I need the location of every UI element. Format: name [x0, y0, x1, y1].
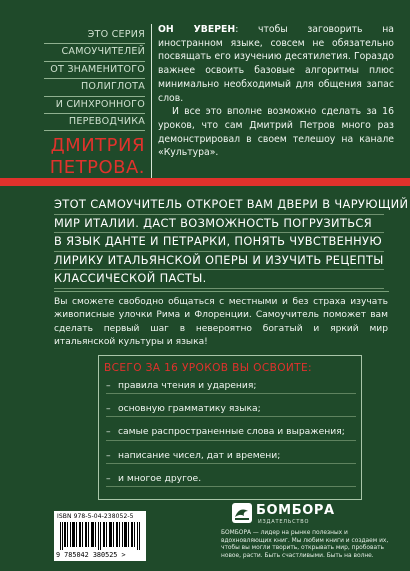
intro-paragraph-1 — [158, 23, 394, 105]
learn-box-title: ВСЕГО ЗА 16 УРОКОВ ВЫ ОСВОИТЕ: — [104, 362, 312, 374]
series-line: ЭТО СЕРИЯ — [44, 27, 145, 44]
headline-line: МИР ИТАЛИИ. ДАСТ ВОЗМОЖНОСТЬ ПОГРУЗИТЬСЯ — [54, 215, 384, 234]
author-line: ПЕТРОВА. — [49, 157, 145, 179]
vertical-divider — [151, 24, 152, 178]
intro-paragraph-2: И все это вполне возможно сделать за 16 уроков, что сам Дмитрий Петров много раз демонстрировал в своем телешоу на канале «Культура». — [158, 106, 394, 159]
learn-list-item: – самые распространенные слова и выражения; — [106, 426, 356, 440]
author-line: ДМИТРИЯ — [50, 135, 145, 157]
publisher-name: БОМБОРА — [256, 503, 335, 518]
series-line: И СИНХРОННОГО — [44, 97, 145, 114]
series-line: ПЕРЕВОДЧИКА — [44, 114, 145, 131]
publisher-subtitle: ИЗДАТЕЛЬСТВО — [258, 519, 310, 525]
learn-list-item: – правила чтения и ударения; — [106, 380, 356, 394]
learn-list-item: – написание чисел, дат и времени; — [106, 450, 356, 464]
publisher-tagline: БОМБОРА — лидер на рынке полезных и вдохновляющих книг. Мы любим книги и создаем их, чтобы вы могли творить, открывать мир, пробовать новое, расти. Быть счастливыми. Быть на волне. — [221, 530, 389, 559]
headline-line: ЛИРИКУ ИТАЛЬЯНСКОЙ ОПЕРЫ И ИЗУЧИТЬ РЕЦЕПТЫ — [54, 252, 384, 271]
learn-list-item: – и многое другое. — [106, 473, 356, 487]
red-divider-bar — [0, 178, 410, 186]
barcode-panel — [54, 511, 146, 561]
ean-digits: 9 785042 380525 > — [56, 551, 126, 559]
headline-line: КЛАССИЧЕСКОЙ ПАСТЫ. — [54, 270, 384, 289]
headline-line: ЭТОТ САМОУЧИТЕЛЬ ОТКРОЕТ ВАМ ДВЕРИ В ЧАРУЮЩИЙ — [54, 196, 384, 215]
publisher-logo — [232, 503, 352, 527]
headline-line: В ЯЗЫК ДАНТЕ И ПЕТРАРКИ, ПОНЯТЬ ЧУВСТВЕННУЮ — [54, 233, 384, 252]
headline — [54, 196, 409, 289]
bombora-wave-icon — [232, 503, 252, 523]
barcode-icon — [60, 522, 140, 550]
intro-p1-text: : чтобы заговорить на иностранном языке, совсем не обязательно посвящать его изучению десятилетия. Гораздо важнее освоить базовые алгоритмы плюс минимально необходимый для общения запас слов. — [158, 24, 394, 104]
body-paragraph: Вы сможете свободно общаться с местными и без страха изучать живописные улочки Рима и Флоренции. Самоучитель поможет вам сделать первый шаг в невероятно богатый и яркий мир итальянской культуры и языка! — [54, 297, 388, 348]
isbn-text: ISBN 978-5-04-238052-5 — [57, 513, 134, 520]
series-blurb — [44, 27, 145, 179]
intro-text — [158, 23, 394, 160]
learn-list — [106, 380, 356, 496]
learn-list-item: – основную грамматику языка; — [106, 403, 356, 417]
intro-lead: ОН УВЕРЕН — [158, 24, 236, 35]
series-line: ПОЛИГЛОТА — [44, 79, 145, 96]
series-line: ОТ ЗНАМЕНИТОГО — [44, 62, 145, 79]
horizontal-divider — [54, 291, 389, 292]
author-name — [44, 135, 145, 179]
series-line: САМОУЧИТЕЛЕЙ — [44, 44, 145, 61]
